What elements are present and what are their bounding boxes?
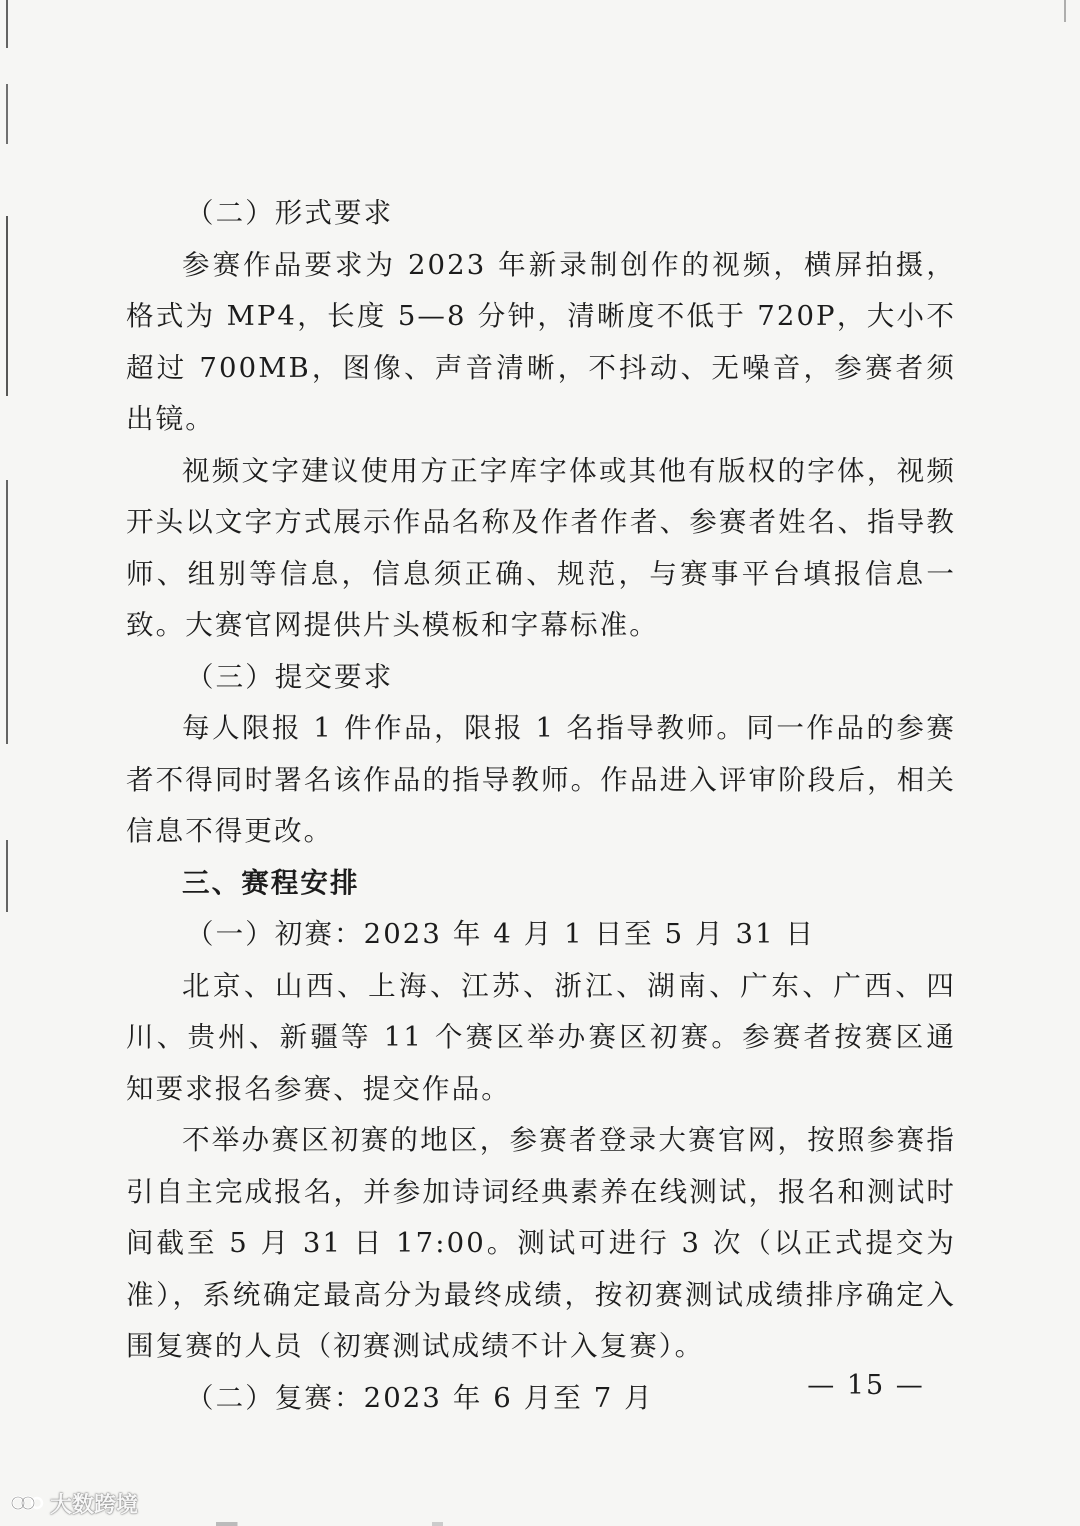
logo-icon bbox=[10, 1492, 44, 1514]
subheading-semifinal: （二）复赛：2023 年 6 月至 7 月 bbox=[186, 1381, 654, 1414]
page-number: — 15 — bbox=[807, 1370, 925, 1401]
subheading-format-requirements: （二）形式要求 bbox=[186, 197, 394, 229]
watermark-text: 大数跨境 bbox=[50, 1492, 139, 1518]
scan-bottom-edge bbox=[0, 1522, 1080, 1526]
paragraph-format: 参赛作品要求为 2023 年新录制创作的视频，横屏拍摄，格式为 MP4，长度 5—8 分钟，清晰度不低于 720P，大小不超过 700MB，图像、声音清晰，不抖动、无噪音，参赛者须出镜。 bbox=[126, 248, 956, 435]
subheading-preliminary: （一）初赛：2023 年 4 月 1 日至 5 月 31 日 bbox=[186, 918, 816, 950]
paragraph-regions: 北京、山西、上海、江苏、浙江、湖南、广东、广西、四川、贵州、新疆等 11 个赛区举办赛区初赛。参赛者按赛区通知要求报名参赛、提交作品。 bbox=[126, 969, 956, 1105]
paragraph-video-text: 视频文字建议使用方正字库字体或其他有版权的字体，视频开头以文字方式展示作品名称及作者作者、参赛者姓名、指导教师、组别等信息，信息须正确、规范，与赛事平台填报信息一致。大赛官网提供片头模板和字幕标准。 bbox=[126, 454, 956, 641]
scan-edge-mark-top bbox=[1064, 0, 1066, 22]
paragraph-submission: 每人限报 1 件作品，限报 1 名指导教师。同一作品的参赛者不得同时署名该作品的指导教师。作品进入评审阶段后，相关信息不得更改。 bbox=[126, 712, 956, 847]
watermark bbox=[10, 1488, 138, 1518]
heading-schedule: 三、赛程安排 bbox=[182, 866, 360, 899]
document-body bbox=[126, 188, 956, 1424]
subheading-submission-requirements: （三）提交要求 bbox=[186, 660, 394, 693]
scan-edge-mark bbox=[6, 0, 8, 1200]
paragraph-online-test: 不举办赛区初赛的地区，参赛者登录大赛官网，按照参赛指引自主完成报名，并参加诗词经典素养在线测试，报名和测试时间截至 5 月 31 日 17:00。测试可进行 3 次（以正式提交为准），系统确定最高分为最终成绩，按初赛测试成绩排序确定入围复赛的人员（初赛测试成绩不计入复赛）。 bbox=[126, 1124, 956, 1362]
